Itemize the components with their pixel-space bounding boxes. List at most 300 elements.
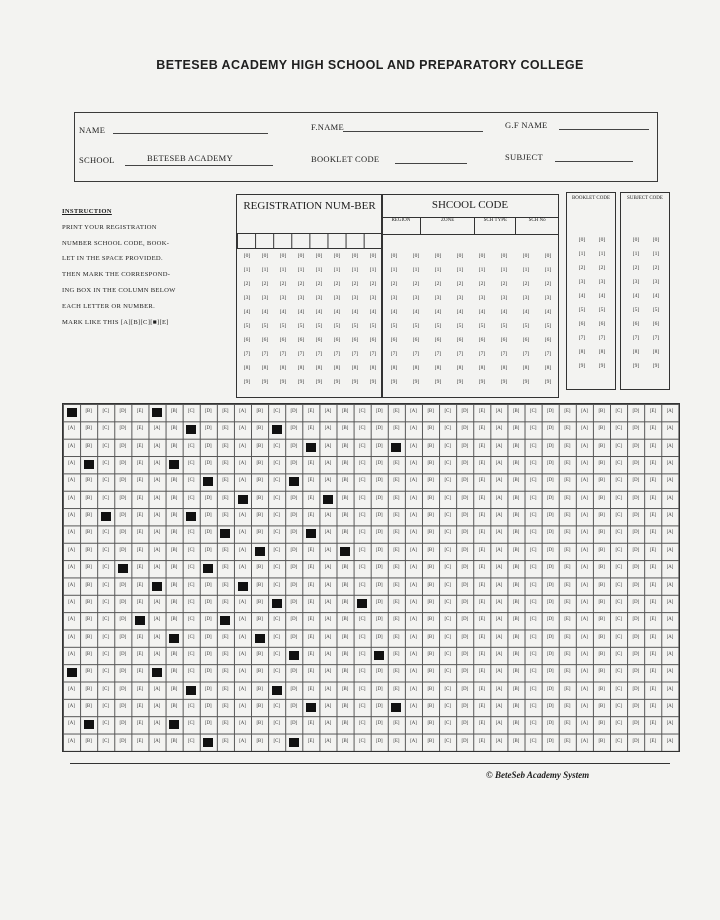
answer-bubble[interactable]: [D]	[290, 495, 298, 501]
answer-bubble[interactable]: [B]	[427, 686, 434, 692]
answer-bubble[interactable]: [B]	[512, 738, 520, 744]
answer-bubble[interactable]: [C]	[530, 426, 537, 432]
answer-bubble[interactable]: [D]	[547, 409, 554, 414]
digit-bubble[interactable]: [5]	[351, 323, 359, 329]
answer-bubble[interactable]: [E]	[222, 409, 229, 414]
digit-bubble[interactable]: [5]	[279, 323, 287, 329]
digit-bubble[interactable]: [4]	[598, 293, 606, 299]
digit-bubble[interactable]: [3]	[578, 279, 586, 285]
digit-bubble[interactable]: [7]	[243, 351, 251, 357]
answer-bubble[interactable]: [D]	[376, 495, 383, 501]
answer-bubble[interactable]: [B]	[598, 599, 605, 605]
name-field[interactable]	[113, 133, 268, 134]
answer-bubble[interactable]: [C]	[615, 669, 622, 675]
answer-bubble[interactable]: [A]	[581, 495, 588, 501]
answer-bubble[interactable]: [B]	[256, 409, 263, 414]
digit-bubble[interactable]: [2]	[544, 281, 552, 287]
digit-bubble[interactable]: [9]	[456, 379, 464, 385]
digit-bubble[interactable]: [8]	[578, 349, 586, 355]
answer-bubble[interactable]: [E]	[393, 686, 400, 692]
answer-bubble[interactable]: [C]	[102, 582, 109, 588]
answer-bubble[interactable]: [D]	[119, 547, 127, 553]
answer-bubble[interactable]: [B]	[170, 565, 178, 571]
answer-bubble[interactable]: [A]	[410, 651, 417, 657]
answer-bubble[interactable]: [A]	[495, 443, 503, 449]
answer-bubble[interactable]: [C]	[359, 495, 366, 501]
answer-bubble[interactable]: [C]	[530, 513, 537, 519]
answer-bubble[interactable]: [C]	[102, 530, 109, 536]
answer-bubble[interactable]: [B]	[512, 547, 520, 553]
digit-bubble[interactable]: [3]	[390, 295, 398, 301]
answer-bubble[interactable]: [C]	[273, 565, 280, 571]
answer-bubble[interactable]: [C]	[530, 478, 537, 484]
answer-bubble[interactable]: [E]	[649, 599, 656, 605]
answer-bubble[interactable]: [B]	[512, 461, 520, 467]
school-field[interactable]	[125, 165, 273, 166]
answer-bubble[interactable]: [D]	[632, 478, 640, 484]
digit-bubble[interactable]: [7]	[261, 351, 269, 357]
answer-bubble[interactable]: [A]	[410, 409, 417, 414]
answer-bubble[interactable]: [C]	[102, 409, 109, 414]
answer-bubble[interactable]: [E]	[478, 461, 485, 467]
answer-bubble[interactable]: [A]	[495, 599, 503, 605]
answer-bubble[interactable]: [E]	[136, 634, 143, 640]
digit-bubble[interactable]: [0]	[279, 253, 287, 259]
answer-bubble[interactable]: [D]	[632, 651, 640, 657]
answer-bubble[interactable]: [B]	[256, 703, 263, 709]
answer-bubble[interactable]: [A]	[581, 599, 588, 605]
registration-write-row[interactable]	[237, 233, 382, 249]
digit-bubble[interactable]: [2]	[279, 281, 287, 287]
answer-bubble[interactable]: [C]	[530, 599, 537, 605]
answer-bubble[interactable]: [E]	[564, 738, 571, 744]
answer-bubble[interactable]: [C]	[188, 721, 195, 727]
answer-bubble[interactable]: [D]	[205, 513, 212, 519]
answer-bubble[interactable]: [D]	[376, 547, 383, 553]
answer-bubble[interactable]: [B]	[256, 686, 263, 692]
answer-bubble[interactable]: [A]	[239, 703, 246, 709]
answer-bubble[interactable]: [C]	[615, 547, 622, 553]
answer-bubble[interactable]: [A]	[153, 530, 161, 536]
digit-bubble[interactable]: [2]	[652, 265, 660, 271]
answer-bubble[interactable]: [E]	[307, 738, 314, 744]
answer-bubble[interactable]: [B]	[512, 634, 520, 640]
answer-bubble[interactable]: [E]	[136, 599, 143, 605]
answer-bubble[interactable]: [B]	[427, 495, 434, 501]
digit-bubble[interactable]: [6]	[652, 321, 660, 327]
answer-bubble[interactable]: [C]	[444, 703, 451, 709]
answer-bubble[interactable]: [D]	[547, 721, 554, 727]
answer-bubble[interactable]: [B]	[85, 738, 92, 744]
answer-bubble[interactable]: [C]	[615, 738, 622, 744]
digit-bubble[interactable]: [2]	[261, 281, 269, 287]
digit-bubble[interactable]: [4]	[243, 309, 251, 315]
answer-bubble[interactable]: [C]	[188, 565, 195, 571]
answer-bubble[interactable]: [A]	[410, 443, 417, 449]
answer-bubble[interactable]: [C]	[530, 565, 537, 571]
digit-bubble[interactable]: [8]	[369, 365, 377, 371]
answer-bubble[interactable]: [D]	[632, 495, 640, 501]
answer-bubble[interactable]: [D]	[547, 686, 554, 692]
answer-bubble[interactable]: [C]	[530, 409, 537, 414]
answer-bubble[interactable]: [C]	[530, 443, 537, 449]
digit-bubble[interactable]: [9]	[578, 363, 586, 369]
answer-bubble[interactable]: [B]	[85, 565, 92, 571]
answer-bubble[interactable]: [A]	[410, 634, 417, 640]
digit-bubble[interactable]: [4]	[390, 309, 398, 315]
digit-bubble[interactable]: [2]	[333, 281, 341, 287]
answer-bubble[interactable]: [A]	[153, 426, 161, 432]
answer-bubble[interactable]: [D]	[461, 495, 469, 501]
answer-bubble[interactable]: [C]	[615, 599, 622, 605]
answer-bubble[interactable]: [B]	[427, 530, 434, 536]
answer-bubble[interactable]: [C]	[359, 582, 366, 588]
answer-bubble[interactable]: [A]	[495, 409, 503, 414]
answer-bubble[interactable]: [E]	[222, 426, 229, 432]
answer-bubble[interactable]: [C]	[359, 426, 366, 432]
answer-bubble[interactable]: [A]	[581, 513, 588, 519]
answer-bubble[interactable]: [B]	[427, 426, 434, 432]
answer-bubble[interactable]: [C]	[444, 513, 451, 519]
answer-bubble[interactable]: [C]	[273, 738, 280, 744]
answer-bubble[interactable]: [C]	[359, 686, 366, 692]
answer-bubble[interactable]: [D]	[119, 599, 127, 605]
answer-bubble[interactable]: [E]	[222, 599, 229, 605]
answer-bubble[interactable]: [B]	[85, 634, 92, 640]
answer-bubble[interactable]: [D]	[205, 703, 212, 709]
answer-bubble[interactable]: [B]	[427, 478, 434, 484]
digit-bubble[interactable]: [3]	[522, 295, 530, 301]
answer-bubble[interactable]: [A]	[410, 565, 417, 571]
answer-bubble[interactable]: [E]	[307, 617, 314, 623]
answer-bubble[interactable]: [B]	[598, 738, 605, 744]
answer-bubble[interactable]: [B]	[341, 565, 349, 571]
digit-bubble[interactable]: [1]	[500, 267, 508, 273]
digit-bubble[interactable]: [1]	[333, 267, 341, 273]
answer-bubble[interactable]: [E]	[307, 461, 314, 467]
answer-bubble[interactable]: [A]	[324, 651, 332, 657]
answer-bubble[interactable]: [A]	[239, 651, 246, 657]
digit-bubble[interactable]: [8]	[351, 365, 359, 371]
answer-bubble[interactable]: [E]	[136, 426, 143, 432]
answer-bubble[interactable]: [D]	[290, 547, 298, 553]
answer-bubble[interactable]: [E]	[307, 651, 314, 657]
answer-bubble[interactable]: [C]	[188, 703, 195, 709]
digit-bubble[interactable]: [0]	[333, 253, 341, 259]
answer-bubble[interactable]: [B]	[341, 426, 349, 432]
answer-bubble[interactable]: [E]	[564, 565, 571, 571]
digit-bubble[interactable]: [0]	[434, 253, 442, 259]
answer-bubble[interactable]: [A]	[324, 409, 332, 414]
answer-bubble[interactable]: [B]	[427, 443, 434, 449]
answer-bubble[interactable]: [A]	[153, 443, 161, 449]
answer-bubble[interactable]: [C]	[188, 478, 195, 484]
answer-bubble[interactable]: [A]	[410, 547, 417, 553]
answer-bubble[interactable]: [E]	[478, 651, 485, 657]
digit-bubble[interactable]: [8]	[434, 365, 442, 371]
answer-bubble[interactable]: [B]	[341, 478, 349, 484]
answer-bubble[interactable]: [B]	[341, 530, 349, 536]
digit-bubble[interactable]: [7]	[456, 351, 464, 357]
answer-bubble[interactable]: [D]	[376, 617, 383, 623]
answer-bubble[interactable]: [B]	[256, 738, 263, 744]
answer-bubble[interactable]: [B]	[256, 669, 263, 675]
digit-bubble[interactable]: [8]	[456, 365, 464, 371]
digit-bubble[interactable]: [2]	[390, 281, 398, 287]
answer-bubble[interactable]: [E]	[307, 547, 314, 553]
answer-bubble[interactable]: [B]	[256, 651, 263, 657]
answer-bubble[interactable]: [D]	[547, 426, 554, 432]
answer-bubble[interactable]: [D]	[547, 513, 554, 519]
answer-bubble[interactable]: [A]	[324, 686, 332, 692]
digit-bubble[interactable]: [7]	[351, 351, 359, 357]
answer-bubble[interactable]: [E]	[478, 634, 485, 640]
answer-bubble[interactable]: [E]	[478, 582, 485, 588]
digit-bubble[interactable]: [2]	[243, 281, 251, 287]
answer-bubble[interactable]: [C]	[359, 721, 366, 727]
digit-bubble[interactable]: [2]	[434, 281, 442, 287]
digit-bubble[interactable]: [8]	[598, 349, 606, 355]
answer-bubble[interactable]: [C]	[615, 617, 622, 623]
answer-bubble[interactable]: [A]	[495, 651, 503, 657]
answer-bubble[interactable]: [C]	[102, 617, 109, 623]
answer-bubble[interactable]: [A]	[666, 634, 674, 640]
answer-bubble[interactable]: [D]	[376, 721, 383, 727]
digit-bubble[interactable]: [5]	[333, 323, 341, 329]
answer-bubble[interactable]: [D]	[632, 634, 640, 640]
answer-bubble[interactable]: [D]	[632, 426, 640, 432]
answer-bubble[interactable]: [D]	[119, 738, 127, 744]
answer-bubble[interactable]: [B]	[512, 617, 520, 623]
answer-bubble[interactable]: [C]	[444, 426, 451, 432]
answer-bubble[interactable]: [B]	[170, 669, 178, 675]
answer-bubble[interactable]: [B]	[427, 461, 434, 467]
answer-bubble[interactable]: [C]	[273, 513, 280, 519]
answer-bubble[interactable]: [D]	[119, 426, 127, 432]
digit-bubble[interactable]: [7]	[369, 351, 377, 357]
answer-bubble[interactable]: [D]	[205, 686, 212, 692]
answer-bubble[interactable]: [C]	[102, 686, 109, 692]
answer-bubble[interactable]: [D]	[547, 547, 554, 553]
answer-bubble[interactable]: [A]	[581, 530, 588, 536]
answer-bubble[interactable]: [E]	[564, 443, 571, 449]
answer-bubble[interactable]: [A]	[68, 461, 75, 467]
answer-bubble[interactable]: [D]	[461, 478, 469, 484]
answer-bubble[interactable]: [B]	[341, 582, 349, 588]
answer-bubble[interactable]: [B]	[512, 669, 520, 675]
answer-bubble[interactable]: [B]	[512, 599, 520, 605]
answer-bubble[interactable]: [E]	[136, 495, 143, 501]
digit-bubble[interactable]: [3]	[456, 295, 464, 301]
answer-bubble[interactable]: [A]	[410, 426, 417, 432]
answer-bubble[interactable]: [A]	[581, 651, 588, 657]
answer-bubble[interactable]: [E]	[478, 547, 485, 553]
answer-bubble[interactable]: [B]	[512, 686, 520, 692]
answer-bubble[interactable]: [B]	[256, 461, 263, 467]
answer-bubble[interactable]: [A]	[495, 478, 503, 484]
answer-bubble[interactable]: [B]	[341, 738, 349, 744]
digit-bubble[interactable]: [3]	[598, 279, 606, 285]
answer-bubble[interactable]: [E]	[393, 617, 400, 623]
answer-bubble[interactable]: [E]	[393, 547, 400, 553]
answer-bubble[interactable]: [A]	[68, 651, 75, 657]
digit-bubble[interactable]: [7]	[333, 351, 341, 357]
answer-bubble[interactable]: [A]	[495, 426, 503, 432]
answer-bubble[interactable]: [A]	[324, 599, 332, 605]
digit-bubble[interactable]: [0]	[522, 253, 530, 259]
answer-bubble[interactable]: [E]	[307, 721, 314, 727]
digit-bubble[interactable]: [0]	[632, 237, 640, 243]
answer-bubble[interactable]: [D]	[119, 721, 127, 727]
digit-bubble[interactable]: [4]	[369, 309, 377, 315]
answer-bubble[interactable]: [C]	[530, 634, 537, 640]
answer-bubble[interactable]: [D]	[290, 721, 298, 727]
answer-bubble[interactable]: [D]	[290, 565, 298, 571]
answer-bubble[interactable]: [B]	[85, 478, 92, 484]
answer-bubble[interactable]: [C]	[615, 721, 622, 727]
answer-bubble[interactable]: [D]	[376, 409, 383, 414]
answer-bubble[interactable]: [A]	[324, 634, 332, 640]
answer-bubble[interactable]: [A]	[410, 513, 417, 519]
digit-bubble[interactable]: [6]	[598, 321, 606, 327]
answer-bubble[interactable]: [A]	[239, 513, 246, 519]
digit-bubble[interactable]: [1]	[243, 267, 251, 273]
digit-bubble[interactable]: [5]	[243, 323, 251, 329]
answer-bubble[interactable]: [C]	[444, 738, 451, 744]
answer-bubble[interactable]: [A]	[410, 582, 417, 588]
answer-bubble[interactable]: [E]	[649, 686, 656, 692]
answer-bubble[interactable]: [E]	[564, 426, 571, 432]
answer-bubble[interactable]: [B]	[256, 721, 263, 727]
answer-bubble[interactable]: [A]	[666, 721, 674, 727]
answer-bubble[interactable]: [C]	[530, 721, 537, 727]
answer-bubble[interactable]: [A]	[410, 721, 417, 727]
answer-bubble[interactable]: [B]	[85, 443, 92, 449]
answer-bubble[interactable]: [B]	[256, 530, 263, 536]
answer-bubble[interactable]: [D]	[290, 426, 298, 432]
answer-bubble[interactable]: [D]	[376, 426, 383, 432]
answer-bubble[interactable]: [E]	[478, 686, 485, 692]
digit-bubble[interactable]: [7]	[578, 335, 586, 341]
answer-bubble[interactable]: [C]	[188, 409, 195, 414]
answer-bubble[interactable]: [D]	[632, 582, 640, 588]
answer-bubble[interactable]: [D]	[119, 617, 127, 623]
answer-bubble[interactable]: [E]	[222, 634, 229, 640]
answer-bubble[interactable]: [A]	[68, 565, 75, 571]
answer-bubble[interactable]: [D]	[632, 409, 640, 414]
answer-bubble[interactable]: [C]	[188, 547, 195, 553]
answer-bubble[interactable]: [B]	[341, 461, 349, 467]
answer-bubble[interactable]: [A]	[666, 513, 674, 519]
digit-bubble[interactable]: [8]	[261, 365, 269, 371]
answer-bubble[interactable]: [E]	[649, 409, 656, 414]
answer-bubble[interactable]: [B]	[427, 565, 434, 571]
answer-bubble[interactable]: [D]	[376, 686, 383, 692]
digit-bubble[interactable]: [5]	[412, 323, 420, 329]
digit-bubble[interactable]: [7]	[652, 335, 660, 341]
answer-bubble[interactable]: [A]	[666, 426, 674, 432]
gfname-field[interactable]	[559, 129, 649, 130]
digit-bubble[interactable]: [6]	[261, 337, 269, 343]
digit-bubble[interactable]: [1]	[279, 267, 287, 273]
digit-bubble[interactable]: [7]	[598, 335, 606, 341]
answer-bubble[interactable]: [D]	[461, 686, 469, 692]
answer-bubble[interactable]: [A]	[68, 703, 75, 709]
answer-bubble[interactable]: [C]	[359, 565, 366, 571]
digit-bubble[interactable]: [6]	[297, 337, 305, 343]
digit-bubble[interactable]: [0]	[390, 253, 398, 259]
answer-bubble[interactable]: [B]	[427, 703, 434, 709]
digit-bubble[interactable]: [9]	[412, 379, 420, 385]
answer-bubble[interactable]: [D]	[461, 461, 469, 467]
digit-bubble[interactable]: [5]	[500, 323, 508, 329]
answer-bubble[interactable]: [E]	[649, 513, 656, 519]
answer-bubble[interactable]: [C]	[273, 547, 280, 553]
digit-bubble[interactable]: [9]	[243, 379, 251, 385]
answer-bubble[interactable]: [E]	[649, 617, 656, 623]
answer-bubble[interactable]: [C]	[102, 703, 109, 709]
digit-bubble[interactable]: [5]	[456, 323, 464, 329]
answer-bubble[interactable]: [B]	[85, 409, 92, 414]
answer-bubble[interactable]: [B]	[598, 495, 605, 501]
answer-bubble[interactable]: [B]	[341, 651, 349, 657]
digit-bubble[interactable]: [4]	[522, 309, 530, 315]
answer-bubble[interactable]: [A]	[666, 669, 674, 675]
answer-bubble[interactable]: [C]	[359, 530, 366, 536]
digit-bubble[interactable]: [1]	[390, 267, 398, 273]
answer-bubble[interactable]: [B]	[170, 426, 178, 432]
answer-bubble[interactable]: [D]	[119, 461, 127, 467]
answer-bubble[interactable]: [D]	[547, 443, 554, 449]
answer-bubble[interactable]: [E]	[393, 461, 400, 467]
digit-bubble[interactable]: [4]	[544, 309, 552, 315]
digit-bubble[interactable]: [0]	[412, 253, 420, 259]
answer-bubble[interactable]: [E]	[307, 599, 314, 605]
answer-bubble[interactable]: [A]	[495, 461, 503, 467]
digit-bubble[interactable]: [3]	[478, 295, 486, 301]
answer-bubble[interactable]: [A]	[68, 443, 75, 449]
digit-bubble[interactable]: [8]	[333, 365, 341, 371]
answer-bubble[interactable]: [C]	[359, 478, 366, 484]
answer-bubble[interactable]: [A]	[581, 617, 588, 623]
answer-bubble[interactable]: [A]	[495, 530, 503, 536]
answer-bubble[interactable]: [A]	[153, 461, 161, 467]
answer-bubble[interactable]: [D]	[632, 530, 640, 536]
answer-bubble[interactable]: [A]	[239, 686, 246, 692]
answer-bubble[interactable]: [E]	[307, 686, 314, 692]
answer-bubble[interactable]: [E]	[222, 513, 229, 519]
answer-bubble[interactable]: [C]	[102, 565, 109, 571]
answer-bubble[interactable]: [E]	[478, 409, 485, 414]
answer-bubble[interactable]: [E]	[649, 582, 656, 588]
answer-bubble[interactable]: [E]	[393, 478, 400, 484]
answer-bubble[interactable]: [C]	[188, 738, 195, 744]
digit-bubble[interactable]: [4]	[351, 309, 359, 315]
answer-bubble[interactable]: [C]	[444, 721, 451, 727]
answer-bubble[interactable]: [B]	[170, 703, 178, 709]
answer-bubble[interactable]: [A]	[239, 565, 246, 571]
answer-bubble[interactable]: [B]	[427, 651, 434, 657]
digit-bubble[interactable]: [9]	[500, 379, 508, 385]
answer-bubble[interactable]: [A]	[324, 426, 332, 432]
answer-bubble[interactable]: [B]	[341, 703, 349, 709]
answer-bubble[interactable]: [B]	[512, 478, 520, 484]
answer-bubble[interactable]: [B]	[256, 599, 263, 605]
digit-bubble[interactable]: [1]	[578, 251, 586, 257]
answer-bubble[interactable]: [E]	[393, 669, 400, 675]
digit-bubble[interactable]: [4]	[261, 309, 269, 315]
answer-bubble[interactable]: [A]	[239, 634, 246, 640]
